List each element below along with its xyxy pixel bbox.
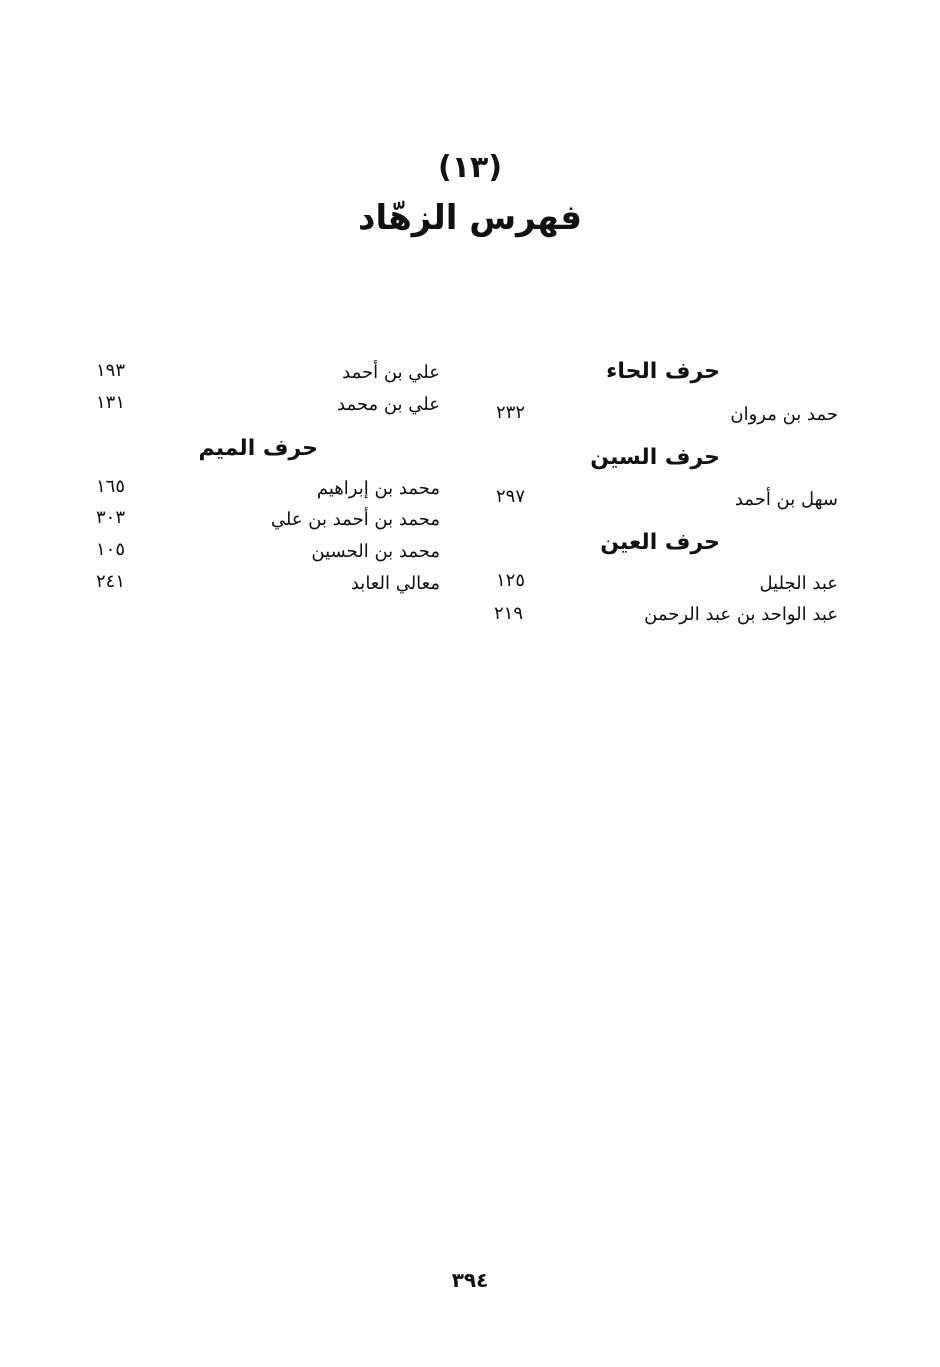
list-item-name: محمد بن إبراهيم — [316, 478, 440, 499]
list-item-page: ٢٩٧ — [496, 486, 526, 507]
list-item-page: ١٦٥ — [96, 476, 126, 497]
list-item-page: ١٠٥ — [96, 539, 126, 560]
list-item-page: ٢٤١ — [96, 571, 126, 592]
index-number: (١٣) — [437, 150, 503, 185]
page-number: ٣٩٤ — [451, 1268, 489, 1292]
list-item-name: علي بن أحمد — [342, 362, 440, 383]
list-item-name: حمد بن مروان — [730, 404, 838, 425]
list-item-name: عبد الواحد بن عبد الرحمن — [644, 604, 838, 625]
list-item-name: محمد بن الحسين — [311, 541, 440, 562]
section-heading-meem: حرف الميم — [198, 436, 318, 461]
page-title: فهرس الزهّاد — [358, 198, 582, 238]
list-item-page: ١٣١ — [96, 392, 126, 413]
list-item-page: ٣٠٣ — [96, 507, 126, 528]
list-item-page: ٢١٩ — [494, 603, 524, 624]
list-item-name: معالي العابد — [350, 573, 440, 594]
list-item-page: ١٩٣ — [96, 360, 126, 381]
list-item-page: ١٢٥ — [496, 570, 526, 591]
list-item-page: ٢٣٢ — [496, 402, 526, 423]
list-item-name: سهل بن أحمد — [734, 489, 838, 510]
section-heading-seen: حرف السين — [590, 445, 720, 470]
section-heading-ain: حرف العين — [600, 530, 720, 555]
list-item-name: عبد الجليل — [759, 573, 838, 594]
list-item-name: علي بن محمد — [337, 394, 440, 415]
section-heading-haa: حرف الحاء — [606, 359, 720, 384]
list-item-name: محمد بن أحمد بن علي — [270, 509, 440, 530]
